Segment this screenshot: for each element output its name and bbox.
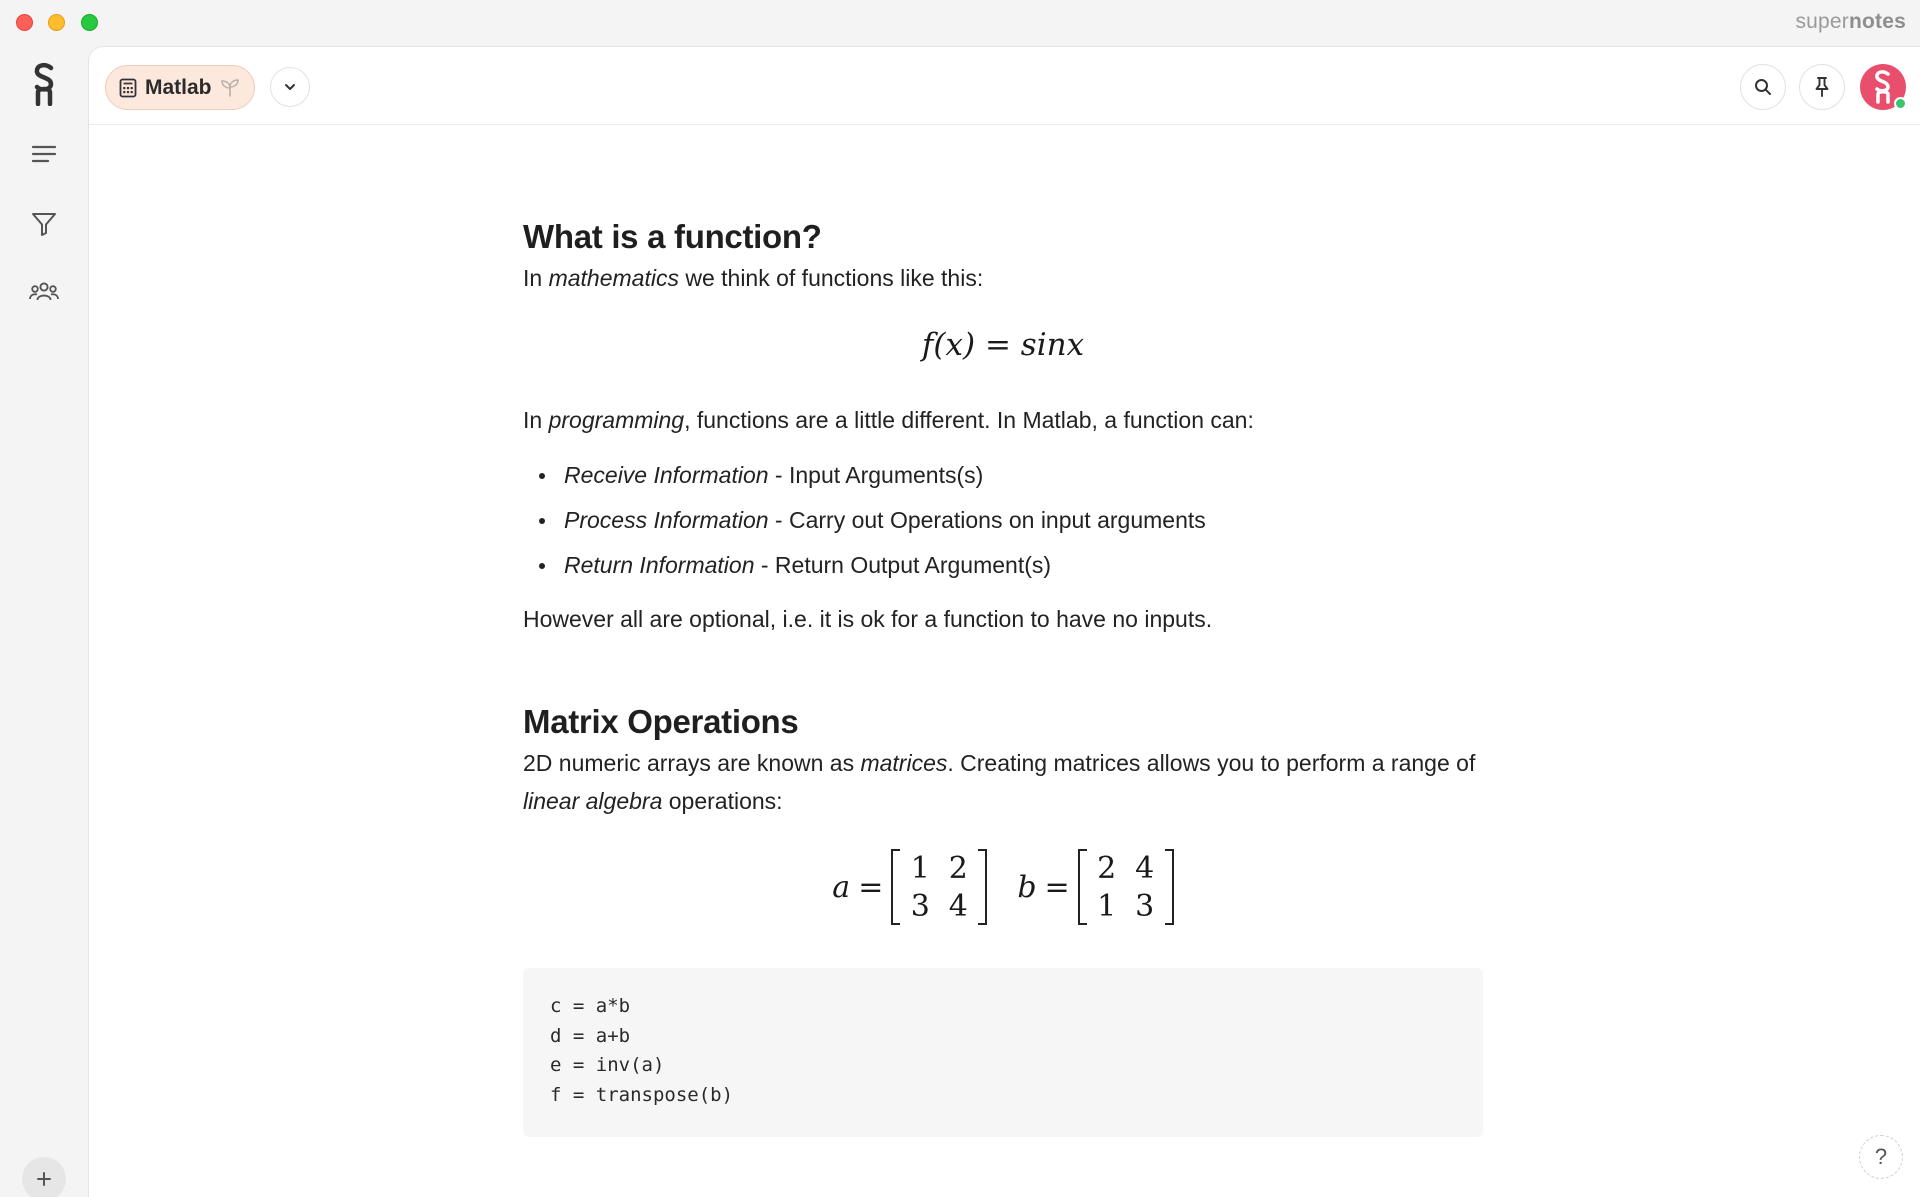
top-toolbar [89, 47, 1920, 125]
matrix-formula: a = 1 2 3 4 b = 2 4 1 3 [523, 846, 1483, 928]
closing-paragraph: However all are optional, i.e. it is ok for a function to have no inputs. [523, 606, 1213, 632]
notebook-dropdown-button[interactable] [270, 67, 310, 107]
menu-icon[interactable] [22, 132, 66, 176]
matrix-b-name: b [1017, 869, 1037, 905]
window-titlebar [0, 0, 1920, 46]
notebook-chip[interactable] [105, 65, 255, 110]
code-line: f = transpose(b) [550, 1083, 734, 1106]
presence-indicator [1894, 97, 1907, 110]
people-icon[interactable] [22, 270, 66, 314]
heading-what-is-a-function: What is a function? [523, 218, 822, 255]
code-line: e = inv(a) [550, 1054, 665, 1076]
add-card-button[interactable] [22, 1157, 66, 1197]
pin-button[interactable] [1799, 64, 1845, 110]
zoom-window-button[interactable] [81, 14, 98, 31]
filter-icon[interactable] [22, 202, 66, 246]
function-capabilities-list [531, 453, 1483, 588]
chevron-down-icon [284, 83, 296, 91]
matrix-paragraph: 2D numeric arrays are known as matrices. Creating matrices allows you to perform a range of linear algebra operations: [523, 750, 1476, 814]
code-block[interactable] [523, 968, 1483, 1137]
list-item: Process Information - Carry out Operations on input arguments [531, 498, 1483, 543]
search-icon [1753, 77, 1773, 97]
search-button[interactable] [1740, 64, 1786, 110]
avatar-logo-icon [1872, 70, 1894, 104]
pin-icon [1812, 76, 1832, 98]
matrix-a-name: a [832, 869, 851, 905]
calculator-icon [119, 78, 137, 98]
main-panel [89, 47, 1920, 1197]
heading-matrix-operations: Matrix Operations [523, 703, 799, 740]
code-line: d = a+b [550, 1024, 631, 1047]
matrix-a: 1 2 3 4 [891, 849, 987, 925]
close-window-button[interactable] [16, 14, 33, 31]
list-item: Return Information - Return Output Argument(s) [531, 543, 1483, 588]
sprout-icon [220, 78, 240, 98]
function-formula: f(x) = sinx [921, 327, 1085, 363]
intro-paragraph: In mathematics we think of functions like this: [523, 265, 984, 291]
plus-icon [36, 1171, 52, 1187]
app-brand: supernotes [1795, 10, 1906, 33]
programming-paragraph: In programming, functions are a little different. In Matlab, a function can: [523, 407, 1254, 433]
note-content [523, 125, 1483, 1137]
supernotes-logo-icon[interactable] [22, 62, 66, 106]
left-sidebar [0, 46, 89, 1197]
code-line: c = a*b [550, 995, 631, 1017]
list-item: Receive Information - Input Arguments(s) [531, 453, 1483, 498]
notebook-label: Matlab [145, 75, 212, 99]
minimize-window-button[interactable] [48, 14, 65, 31]
help-button[interactable]: ? [1859, 1135, 1903, 1179]
matrix-b: 2 4 1 3 [1078, 849, 1174, 925]
